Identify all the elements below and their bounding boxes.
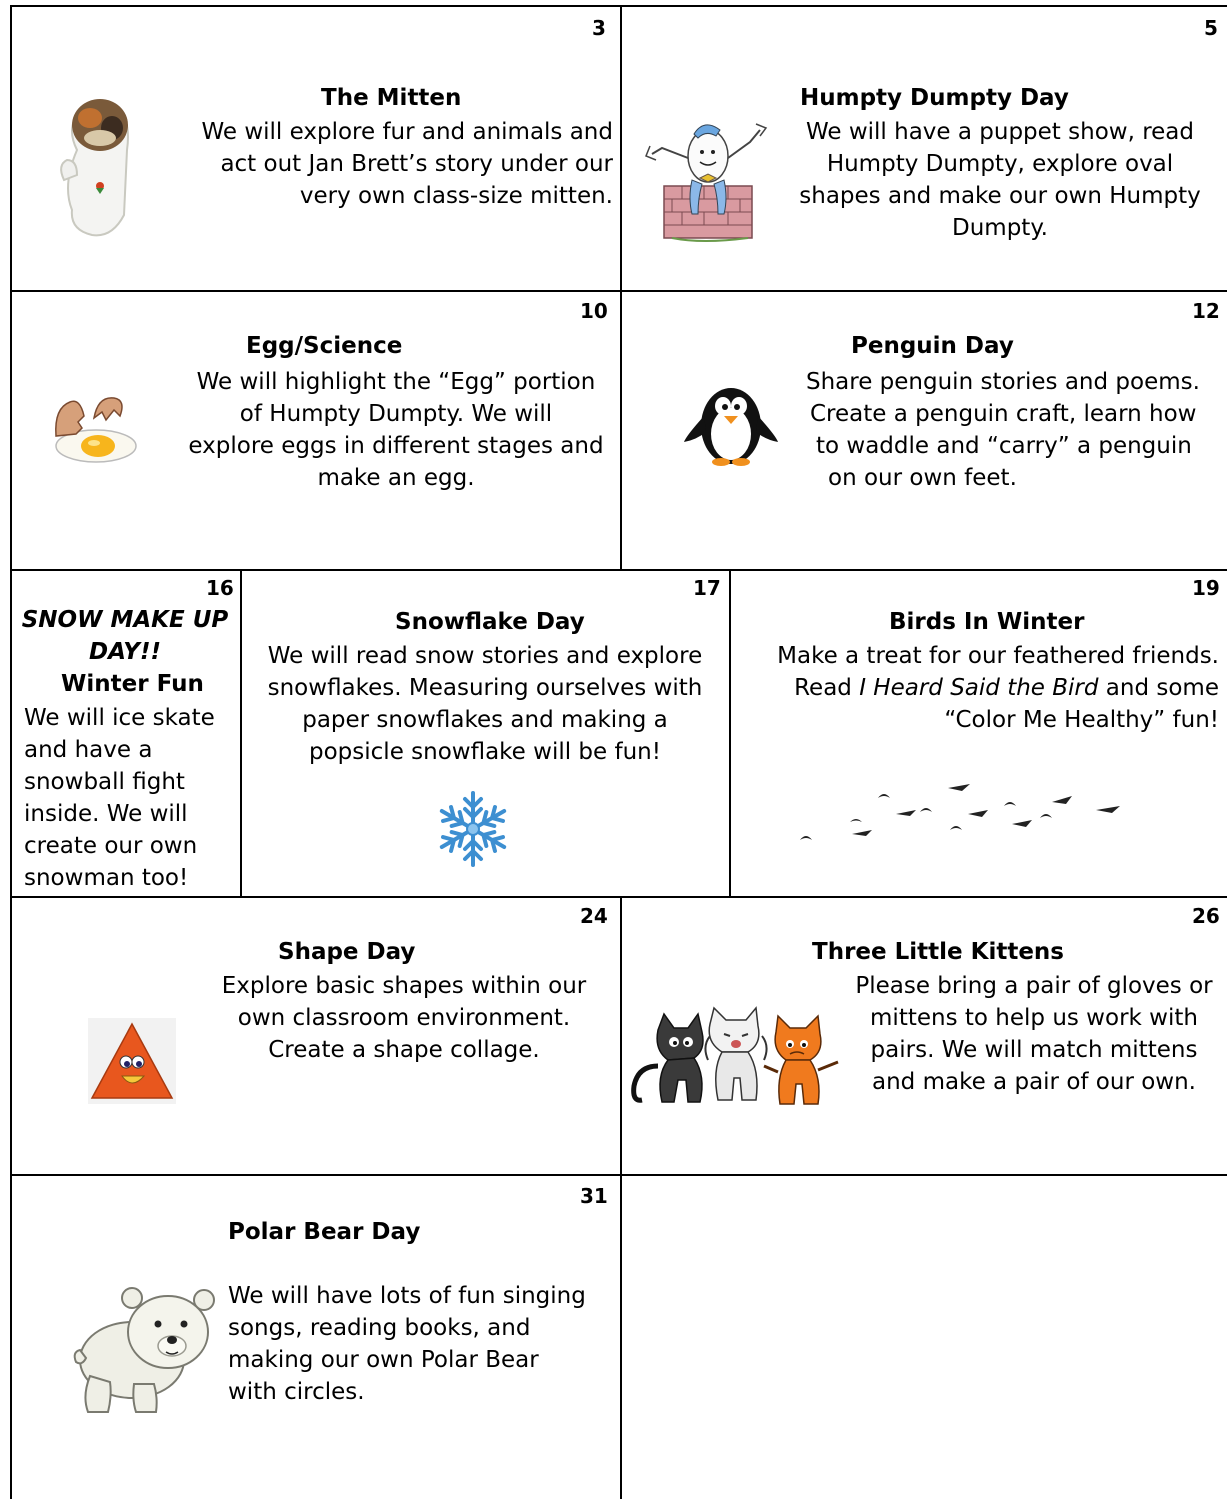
grid-line	[620, 5, 622, 571]
cell-description: Share penguin stories and poems. Create a penguin craft, learn how to waddle and “carry” a penguin on our own feet.	[806, 369, 1200, 491]
cell-title: Egg/Science	[246, 333, 403, 359]
cell-title: Three Little Kittens	[812, 939, 1064, 965]
cell-title: Snowflake Day	[395, 609, 585, 635]
cell-description: We will have a puppet show, read Humpty Dumpty, explore oval shapes and make our own Humpty Dumpty.	[799, 119, 1201, 241]
cell-description: We will read snow stories and explore snowflakes. Measuring ourselves with paper snowflakes and making a popsicle snowflake will be fun!	[267, 643, 703, 765]
cell-title: Birds In Winter	[889, 609, 1085, 635]
snowflake-image	[432, 788, 514, 870]
day-number: 12	[1192, 299, 1220, 323]
cell-description: Explore basic shapes within our own classroom environment. Create a shape collage.	[221, 973, 587, 1063]
day-number: 16	[206, 576, 234, 600]
mitten-image	[52, 90, 142, 240]
triangle-face-image	[88, 1018, 176, 1104]
day-number: 17	[693, 576, 721, 600]
cell-description: We will ice skate and have a snowball fight inside. We will create our own snowman too!	[24, 705, 215, 891]
three-kittens-image	[628, 1006, 846, 1112]
cell-description: Please bring a pair of gloves or mittens to help us work with pairs. We will match mittens and make a pair of our own.	[855, 973, 1213, 1095]
flying-birds-image	[790, 770, 1130, 850]
cell-description: We will have lots of fun singing songs, reading books, and making our own Polar Bear with circles.	[228, 1283, 586, 1405]
grid-line	[729, 569, 731, 898]
day-number: 5	[1204, 16, 1218, 40]
day-number: 10	[580, 299, 608, 323]
cell-description: We will explore fur and animals and act out Jan Brett’s story under our very own class-size mitten.	[201, 119, 613, 209]
cell-title: Humpty Dumpty Day	[800, 85, 1069, 111]
cracked-egg-image	[50, 396, 140, 468]
day-number: 3	[592, 16, 606, 40]
grid-line	[10, 1174, 1227, 1176]
day-number: 19	[1192, 576, 1220, 600]
cell-title: Penguin Day	[851, 333, 1014, 359]
grid-line	[240, 569, 242, 898]
grid-line	[10, 290, 1227, 292]
polar-bear-image	[70, 1286, 218, 1418]
makeup-note: SNOW MAKE UP DAY!!	[21, 607, 229, 665]
cell-title: The Mitten	[321, 85, 462, 111]
grid-line	[10, 896, 1227, 898]
grid-line	[10, 5, 1227, 7]
cell-title: Polar Bear Day	[228, 1219, 421, 1245]
cell-title: Shape Day	[278, 939, 416, 965]
grid-line	[620, 896, 622, 1499]
penguin-image	[676, 376, 786, 466]
day-number: 26	[1192, 904, 1220, 928]
grid-line	[10, 5, 12, 1499]
day-number: 24	[580, 904, 608, 928]
cell-description: Make a treat for our feathered friends. Read I Heard Said the Bird and some “Color Me Healthy” fun!	[777, 643, 1219, 733]
grid-line	[10, 569, 1227, 571]
humpty-dumpty-image	[642, 118, 774, 248]
cell-description: We will highlight the “Egg” portion of Humpty Dumpty. We will explore eggs in different stages and make an egg.	[188, 369, 604, 491]
cell-title: Winter Fun	[61, 671, 204, 697]
day-number: 31	[580, 1184, 608, 1208]
